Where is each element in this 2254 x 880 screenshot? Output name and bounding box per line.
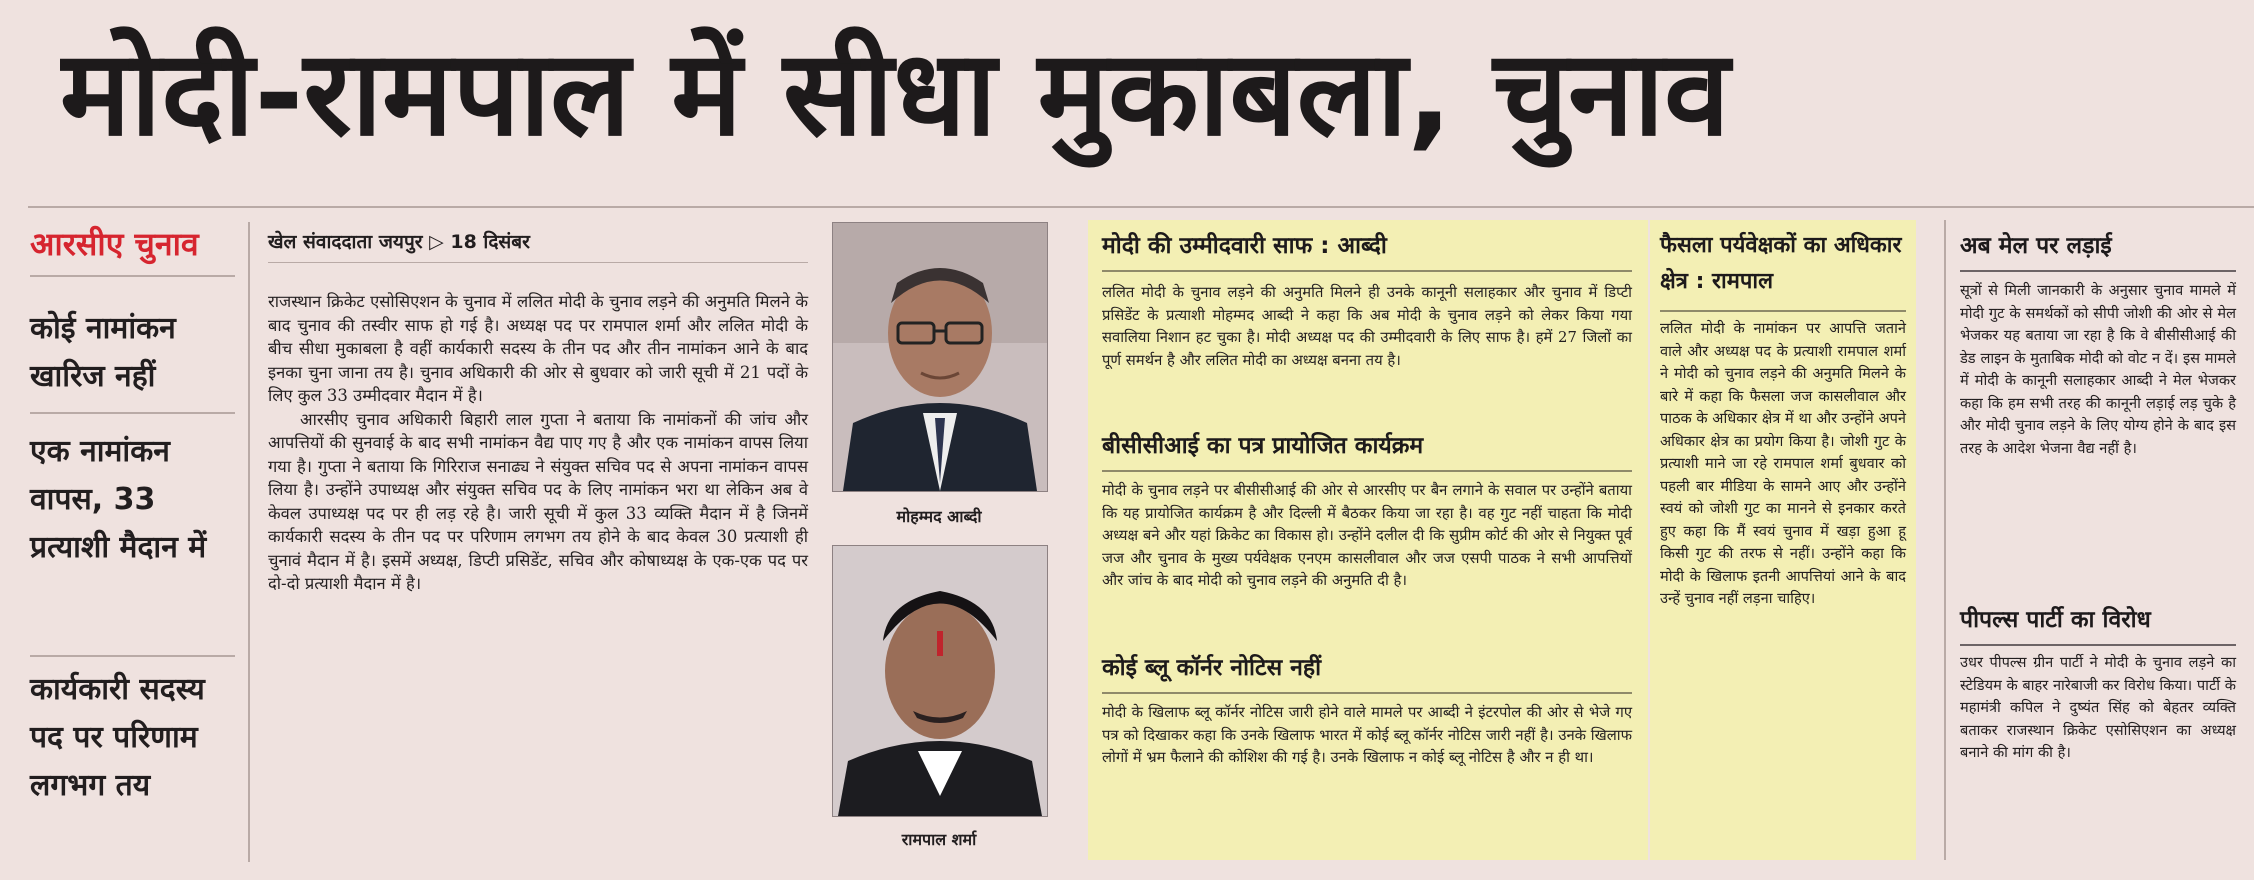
box3-title-1: अब मेल पर लड़ाई <box>1960 233 2112 259</box>
sidebar-block-3: कार्यकारी सदस्य पद पर परिणाम लगभग तय <box>30 672 205 803</box>
sidebar-rule-1 <box>30 275 235 277</box>
sidebar-kicker: आरसीए चुनाव <box>30 225 199 263</box>
dateline: खेल संवाददाता जयपुर ▷ 18 दिसंबर <box>268 231 530 253</box>
photo-abdi <box>832 222 1048 492</box>
article-paragraph-1: राजस्थान क्रिकेट एसोसिएशन के चुनाव में ललित मोदी के चुनाव लड़ने की अनुमति मिलने के बाद चुनाव की तस्वीर साफ हो गई है। अध्यक्ष पद पर रामपाल शर्मा और ललित मोदी के बीच सीधा मुकाबला है वहीं कार्यकारी सदस्य के तीन पद और तीन नामांकन आने के बाद इनका चुना जाना तय है। चुनाव अधिकारी की ओर से बुधवार को जारी सूची में 21 पदों के लिए कुल 33 उम्मीदवार मैदान में है। <box>268 292 808 405</box>
box1-rule-3 <box>1102 692 1632 694</box>
box1-title-3: कोई ब्लू कॉर्नर नोटिस नहीं <box>1102 655 1322 681</box>
box1-text-3: मोदी के खिलाफ ब्लू कॉर्नर नोटिस जारी होने वाले मामले पर आब्दी ने इंटरपोल की ओर से भेजे गए पत्र को दिखाकर कहा कि उनके खिलाफ भारत में कोई ब्लू कॉर्नर नोटिस जारी नहीं है। उनके खिलाफ लोगों में भ्रम फैलाने की कोशिश की गई है। उनके खिलाफ न कोई ब्लू नोटिस है और न ही था। <box>1102 704 1632 766</box>
box1-rule-1 <box>1102 270 1632 272</box>
sidebar-rule-3 <box>30 655 235 657</box>
sidebar-block-2: एक नामांकन वापस, 33 प्रत्याशी मैदान में <box>30 434 207 565</box>
box2-title: फैसला पर्यवेक्षकों का अधिकार क्षेत्र : रामपाल <box>1660 233 1902 294</box>
box1-text-1: ललित मोदी के चुनाव लड़ने की अनुमति मिलने ही उनके कानूनी सलाहकार और चुनाव में डिप्टी प्रसिडेंट के प्रत्याशी मोहम्मद आब्दी ने कहा कि अब मोदी के चुनाव लड़ने को लेकर किया गया सवालिया निशान हट चुका है। मोदी अध्यक्ष पद की उम्मीदवारी के लिए साफ है। हमें 27 जिलों का पूर्ण समर्थन है और ललित मोदी का अध्यक्ष बनना तय है। <box>1102 284 1632 369</box>
box3-text-2: उधर पीपल्स ग्रीन पार्टी ने मोदी के चुनाव लड़ने का स्टेडियम के बाहर नारेबाजी कर विरोध किया। पार्टी के महामंत्री कपिल ने दुष्यंत सिंह को बेहतर व्यक्ति बताकर राजस्थान क्रिकेट एसोसिएशन का अध्यक्ष बनाने की मांग की है। <box>1960 654 2236 761</box>
headline: मोदी-रामपाल में सीधा मुकाबला, चुनाव <box>60 24 1730 162</box>
box1-title-1: मोदी की उम्मीदवारी साफ : आब्दी <box>1102 233 1387 259</box>
article-paragraph-2: आरसीए चुनाव अधिकारी बिहारी लाल गुप्ता ने बताया कि नामांकनों की जांच और आपत्तियों की सुनवाई के बाद सभी नामांकन वैद्य पाए गए है और एक नामांकन वापस लिया गया है। गुप्ता ने बताया कि गिरिराज सनाढ्य ने संयुक्त सचिव पद से अपना नामांकन वापस लिया है। उन्होंने उपाध्यक्ष और संयुक्त सचिव पद के लिए नामांकन भरा था लेकिन अब वे केवल उपाध्यक्ष पद पर ही लड़ रहे है। जारी सूची में कुल 33 व्यक्ति मैदान में है जिनमें कार्यकारी सदस्य के तीन पद पर परिणाम लगभग तय होने के बाद केवल 30 प्रत्याशी ही चुनावं मैदान में है। इसमें अध्यक्ष, डिप्टी प्रसिडेंट, सचिव और कोषाध्यक्ष के एक-एक पद पर दो-दो प्रत्याशी मैदान में है। <box>268 409 808 593</box>
box3-rule-2 <box>1960 644 2236 646</box>
sidebar-divider <box>248 222 250 862</box>
person-photo-icon <box>833 223 1047 491</box>
headline-rule <box>28 206 2254 208</box>
article-body <box>268 290 808 596</box>
photo-caption-rampal: रामपाल शर्मा <box>901 830 977 849</box>
photo-caption-abdi: मोहम्मद आब्दी <box>896 507 982 526</box>
box3-frame <box>1944 220 1946 860</box>
dateline-rule <box>268 262 808 263</box>
person-photo-icon <box>833 546 1047 816</box>
box1-rule-2 <box>1102 470 1632 472</box>
box3-title-2: पीपल्स पार्टी का विरोध <box>1960 607 2151 633</box>
box3-rule-1 <box>1960 270 2236 272</box>
box1-text-2: मोदी के चुनाव लड़ने पर बीसीसीआई की ओर से आरसीए पर बैन लगाने के सवाल पर उन्होंने बताया कि यह प्रायोजित कार्यक्रम है और दिल्ली में बैठकर किया जा रहा है। वह गुट नहीं चाहता कि मोदी अध्यक्ष बने और यहां क्रिकेट का विकास हो। उन्होंने दलील दी कि सुप्रीम कोर्ट की ओर से नियुक्त पूर्व जज और चुनाव के मुख्य पर्यवेक्षक एनएम कासलीवाल और जज एसपी पाठक ने सभी आपत्तियों और जांच के बाद मोदी को चुनाव लड़ने की अनुमति दी है। <box>1102 482 1632 589</box>
box1-title-2: बीसीसीआई का पत्र प्रायोजित कार्यक्रम <box>1102 433 1424 459</box>
box3-text-1: सूत्रों से मिली जानकारी के अनुसार चुनाव मामले में मोदी गुट के समर्थकों को सीपी जोशी की ओर से मेल भेजकर यह बताया जा रहा है कि वे बीसीसीआई की डेड लाइन के मुताबिक मोदी को वोट न दें। इस मामले में मोदी के कानूनी सलाहकार आब्दी ने मेल भेजकर कहा कि हम सभी तरह की कानूनी लड़ाई लड़ चुके है और मोदी चुनाव लड़ने के लिए योग्य होने के बाद इस तरह के आदेश भेजना वैद्य नहीं है। <box>1960 282 2236 457</box>
box2-text: ललित मोदी के नामांकन पर आपत्ति जताने वाले और अध्यक्ष पद के प्रत्याशी रामपाल शर्मा ने मोदी को चुनाव लड़ने की अनुमति मिलने के बारे में कहा कि फैसला जज कासलीवाल और पाठक के अधिकार क्षेत्र में था और उन्होंने अपने अधिकार क्षेत्र का प्रयोग किया है। जोशी गुट के प्रत्याशी माने जा रहे रामपाल शर्मा बुधवार को पहली बार मीडिया के सामने आए और उन्होंने स्वयं को जोशी गुट का मानने से इनकार करते हुए कहा कि मैं स्वयं चुनाव में खड़ा हुआ हू किसी गुट की तरफ से नहीं। उन्होंने कहा कि मोदी के खिलाफ इतनी आपत्तियां आने के बाद उन्हें चुनाव नहीं लड़ना चाहिए। <box>1660 320 1906 607</box>
sidebar-rule-2 <box>30 412 235 414</box>
photo-rampal <box>832 545 1048 817</box>
box2-rule <box>1660 310 1906 312</box>
sidebar-block-1: कोई नामांकन खारिज नहीं <box>30 311 176 394</box>
